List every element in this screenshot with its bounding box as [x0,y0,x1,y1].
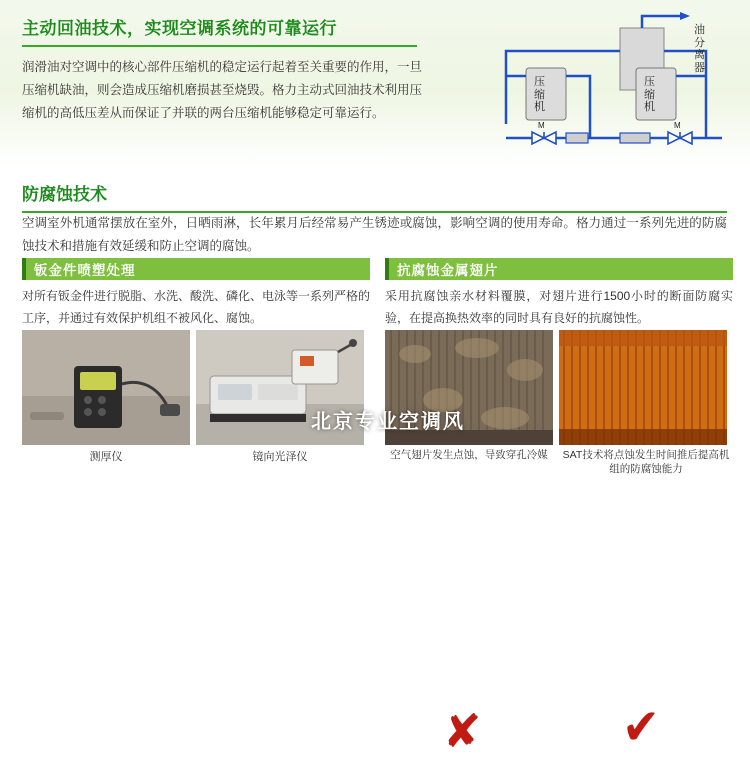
meter-probe [160,404,180,416]
valve-left-icon [532,132,556,144]
section2-title: 防腐蚀技术 [22,185,107,204]
gloss-meter-head [292,350,338,384]
photo1-art [22,330,190,445]
panel-sheet-metal-coating [22,258,370,329]
valve-right-marker: M [674,121,681,130]
page-title: 主动回油技术，实现空调系统的可靠运行 [22,19,337,38]
panel-left-header [22,258,370,280]
panel-right-body: 采用抗腐蚀亲水材料覆膜，对翅片进行1500小时的断面防腐实验，在提高换热效率的同时具有良好的抗腐蚀性。 [385,289,733,325]
watermark-text: 北京专业空调风 [311,411,465,433]
photo3-art [385,330,553,445]
meter-display [80,372,116,390]
gloss-meter-screen [218,384,252,400]
top-pipe [642,16,684,28]
section1-paragraph: 润滑油对空调中的核心部件压缩机的稳定运行起着至关重要的作用，一旦压缩机缺油，则会造成压缩机磨损甚至烧毁。格力主动式回油技术利用压缩机的高低压差从而保证了并联的两台压缩机能够稳定可靠运行。 [22,60,423,121]
measuring-instrument-photo [22,330,190,445]
valve-left-marker: M [538,121,545,130]
photo2-caption: 镜向光泽仪 [252,451,308,463]
active-oil-return-block [22,14,442,125]
panel-right-header [385,258,733,280]
corroded-fins-photo [385,330,553,445]
oil-separator-label: 油分离器 [694,24,705,74]
valve-right-icon [668,132,692,144]
panel-left-body: 对所有钣金件进行脱脂、水洗、酸洗、磷化、电泳等一系列严格的工序，并通过有效保护机组不被风化、腐蚀。 [22,289,371,325]
panel-right-heading: 抗腐蚀金属翅片 [397,263,499,278]
panel-left-heading: 钣金件喷塑处理 [34,263,136,278]
photo2-art [196,330,364,445]
pipe-left-out [566,76,590,126]
compressor-right-label: 压缩机 [644,76,655,114]
photo4-caption: SAT技术将点蚀发生时间推后提高机组的防腐蚀能力 [562,449,730,476]
flow-arrow-icon [680,12,690,20]
filter-component-left [566,133,588,143]
section2-paragraph: 空调室外机通常摆放在室外，日晒雨淋，长年累月后经常易产生锈迹或腐蚀，影响空调的使用寿命。格力通过一系列先进的防腐蚀技术和措施有效延缓和防止空调的腐蚀。 [22,216,727,254]
panel-anticorrosion-fins [385,258,733,329]
cross-mark-icon: ✘ [443,705,482,757]
photo-gallery [0,330,750,757]
top-section [0,0,750,168]
coated-fins-photo [559,330,727,445]
photo3-caption: 空气翅片发生点蚀，导致穿孔冷媒 [390,449,548,461]
photo1-caption: 测厚仪 [89,451,123,463]
filter-component-right [620,133,650,143]
photo4-art [559,330,727,445]
gloss-meter-photo [196,330,364,445]
check-mark-icon: ✔ [622,699,660,755]
compressor-left-label: 压缩机 [534,76,545,114]
title-underline [22,45,417,47]
oil-return-schematic [470,6,740,166]
